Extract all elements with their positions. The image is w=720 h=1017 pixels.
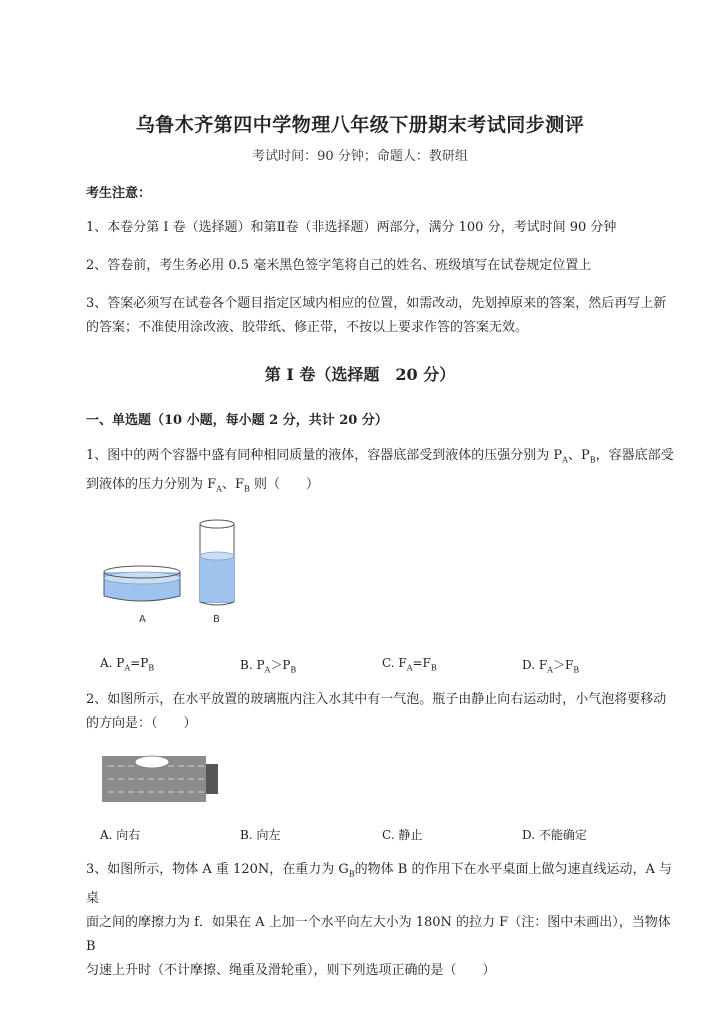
- notice-item-3: 3、答案必须写在试卷各个题目指定区域内相应的位置，如需改动，先划掉原来的答案，然后再写上新的答案；不准使用涂改液、胶带纸、修正带，不按以上要求作答的答案无效。: [86, 296, 667, 335]
- notice-item-1: 1、本卷分第 I 卷（选择题）和第Ⅱ卷（非选择题）两部分，满分 100 分，考试时间 90 分钟: [86, 220, 617, 235]
- notice-item-2: 2、答卷前，考生务必用 0.5 毫米黑色签字笔将自己的姓名、班级填写在试卷规定位置上: [86, 258, 592, 273]
- question-1-options: [100, 656, 680, 674]
- q1-option-a[interactable]: A. $P_A=P_B$: [100, 656, 155, 673]
- q2-option-b[interactable]: B. 向左: [240, 828, 281, 842]
- q1-option-d[interactable]: D. $F_A>F_B$: [522, 658, 580, 675]
- containers-figure: [96, 512, 246, 608]
- question-2-text: 2、如图所示，在水平放置的玻璃瓶内注入水其中有一气泡。瓶子由静止向右运动时，小气泡将要移动 的方向是：（ ）: [86, 692, 667, 731]
- figure-label-b: B: [213, 614, 220, 625]
- question-3-text: 3、如图所示，物体 A 重 120N，在重力为 $G_B$的物体 B 的作用下在水平桌面上做匀速直线运动，A 与桌 面之间的摩擦力为 f．如果在 A 上加一个水平向左大小为 180N 的拉力 F（注：图中未画出），当物体 B 匀速上升时（不计摩擦、绳重及滑轮重），则下列选项正确的是（ ）: [86, 862, 672, 978]
- q1-option-b[interactable]: B. $P_A>P_B$: [240, 658, 297, 675]
- container-b: [200, 520, 234, 605]
- section-subheading: 一、单选题（10 小题，每小题 2 分，共计 20 分）: [86, 413, 388, 428]
- q2-option-a[interactable]: A. 向右: [100, 828, 141, 842]
- container-a: [104, 566, 180, 601]
- exam-subtitle: 考试时间：90 分钟；命题人：教研组: [252, 149, 468, 164]
- page-title: 乌鲁木齐第四中学物理八年级下册期末考试同步测评: [135, 114, 585, 136]
- air-bubble: [135, 756, 169, 768]
- figure-label-a: A: [139, 614, 146, 625]
- q2-option-d[interactable]: D. 不能确定: [522, 828, 587, 842]
- section-title: 第 I 卷（选择题 20 分）: [264, 365, 456, 384]
- notice-heading: 考生注意：: [86, 186, 152, 201]
- q1-option-c[interactable]: C. $F_A=F_B$: [382, 656, 437, 673]
- question-2-options: [100, 826, 680, 844]
- bottle-figure: [100, 752, 224, 804]
- question-1-text: 1、图中的两个容器中盛有同种相同质量的液体，容器底部受到液体的压强分别为 $P_A$、$P_B$，容器底部受 到液体的压力分别为 $F_A$、$F_B$ 则（ ）: [86, 448, 674, 494]
- q2-option-c[interactable]: C. 静止: [382, 828, 423, 842]
